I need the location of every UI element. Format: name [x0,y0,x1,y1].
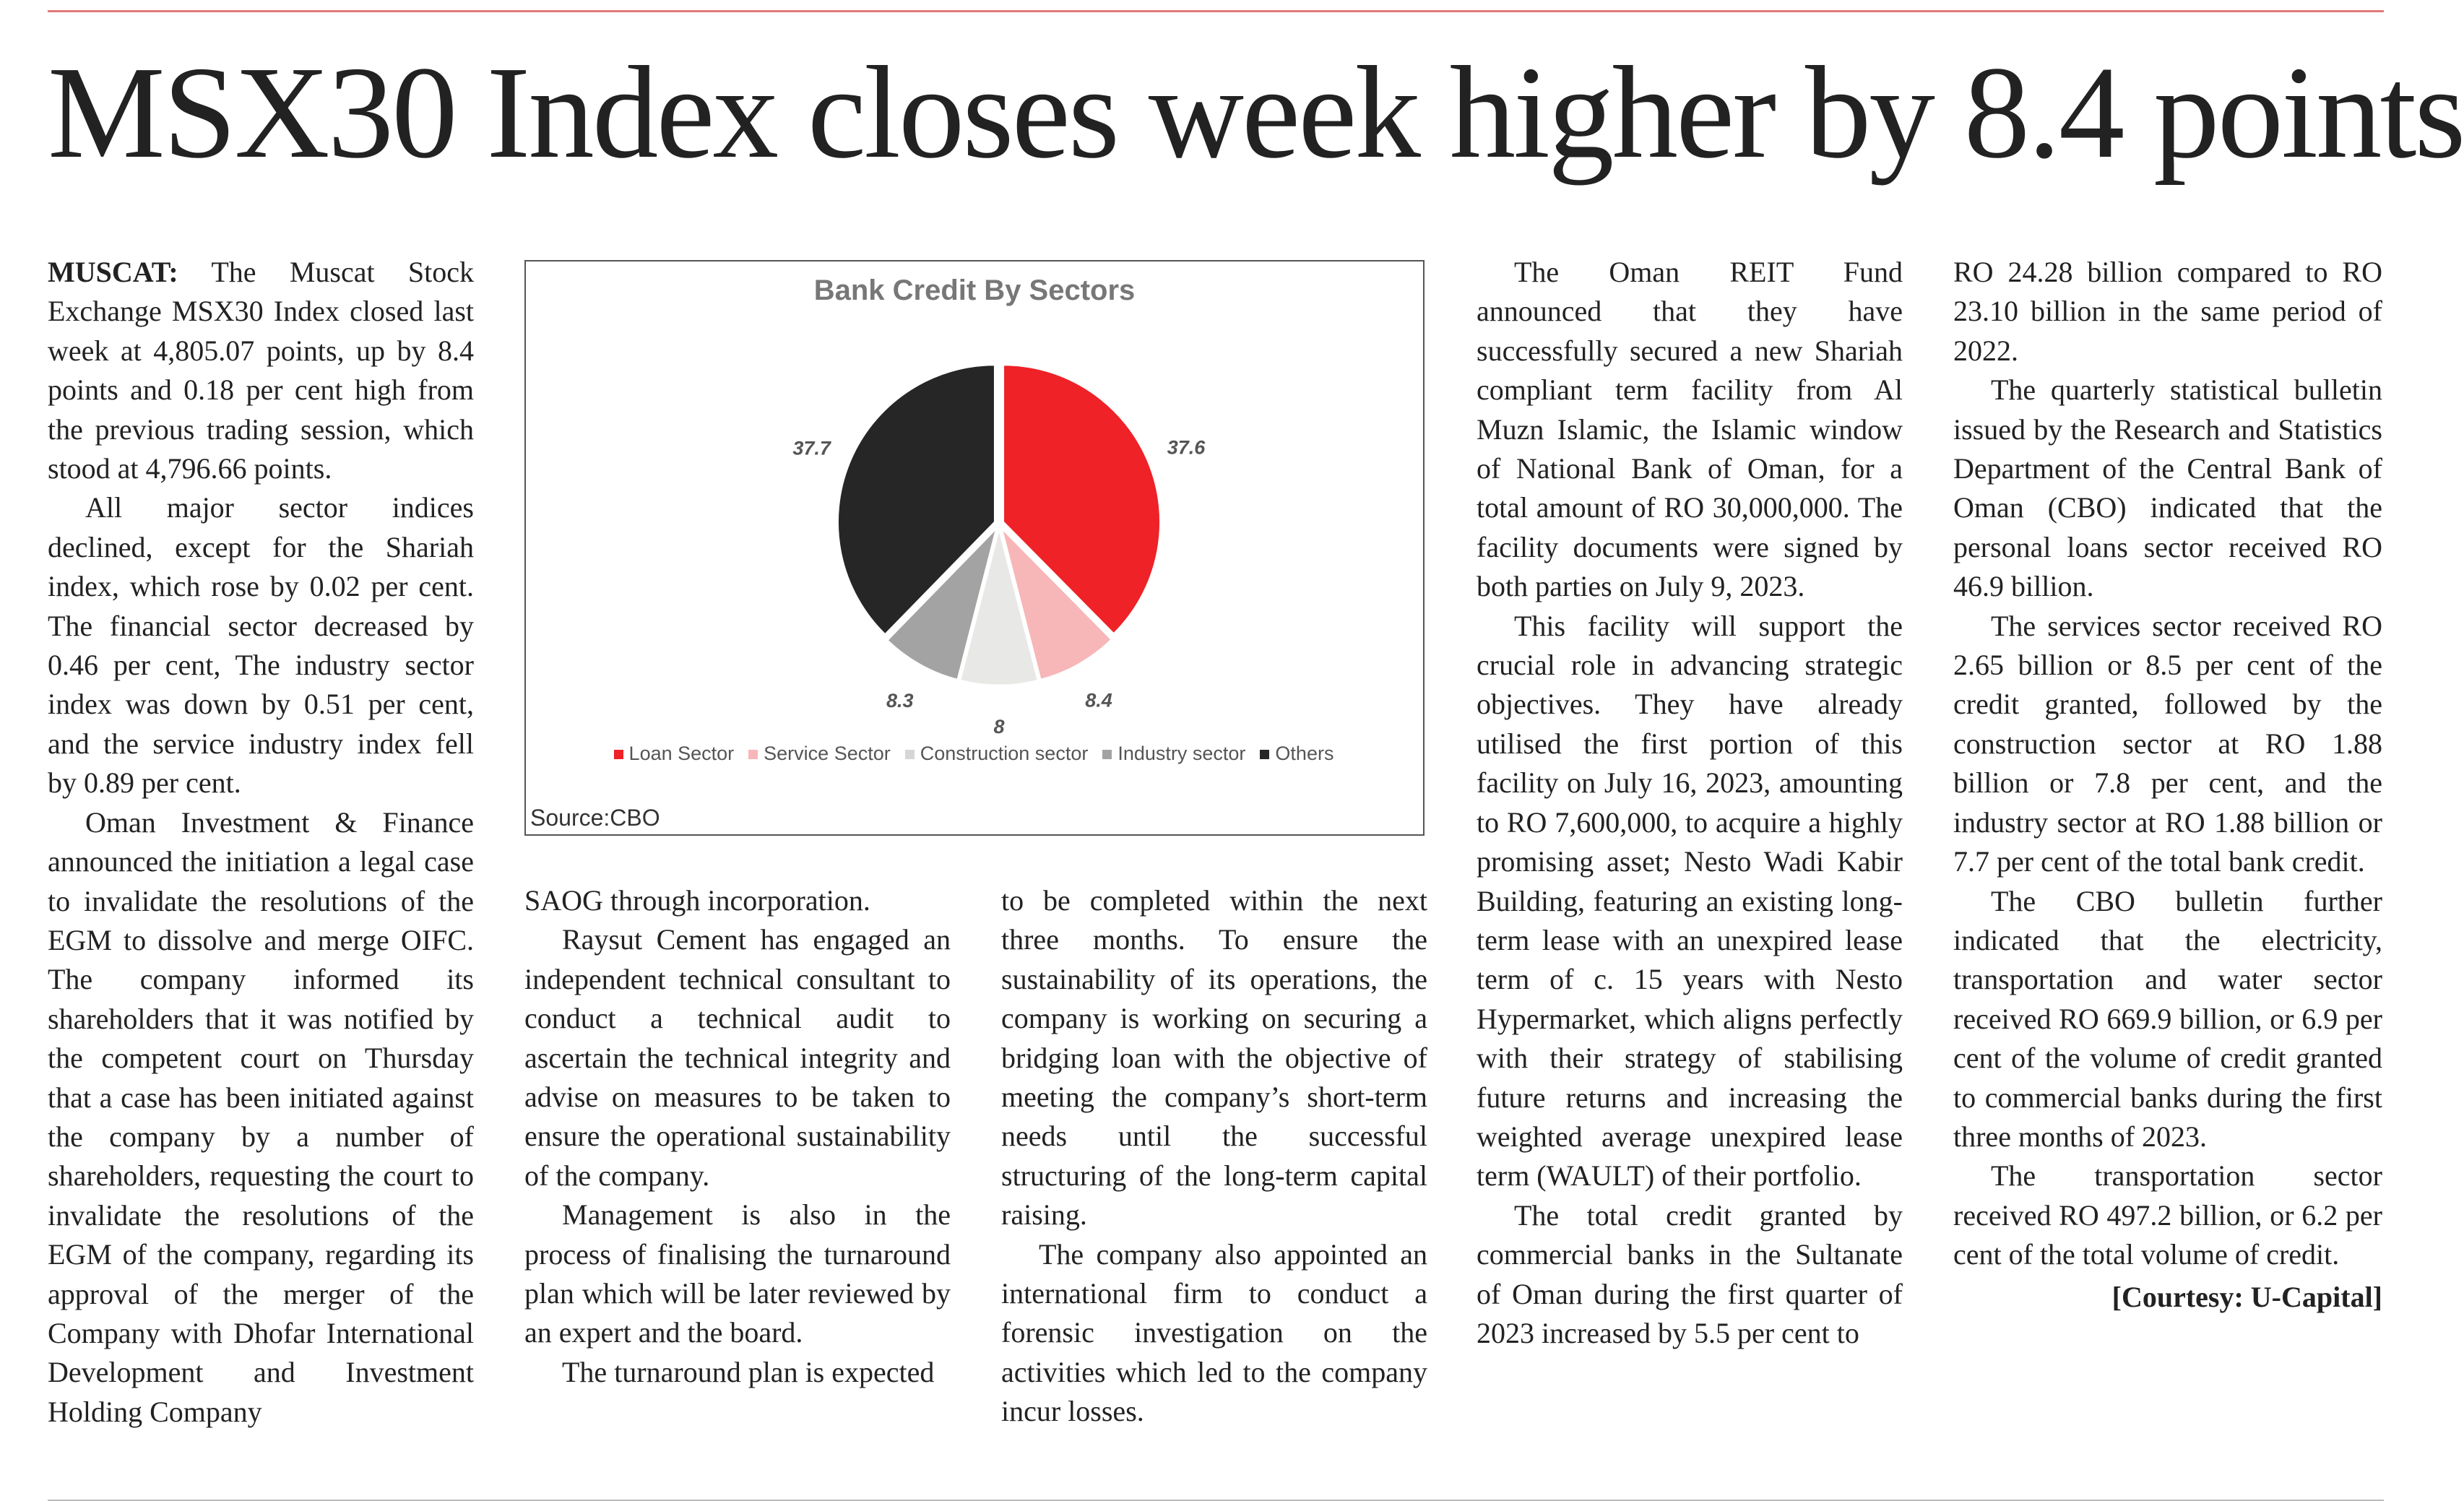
article-column-3 [1001,881,1427,1432]
legend-swatch [1102,750,1112,759]
headline: MSX30 Index closes week higher by 8.4 points [48,39,2464,186]
article-column-2 [524,881,951,1392]
paragraph: The turnaround plan is expected [562,1355,935,1388]
legend-swatch [614,750,623,759]
legend-swatch [748,750,758,759]
legend-swatch [1260,750,1269,759]
paragraph: The transportation sector received RO 497.2 billion, or 6.2 per cent of the total volume of credit. [1953,1159,2382,1271]
paragraph: This facility will support the crucial role in advancing strategic objectives. They have already utilised the first portion of this facility on July 16, 2023, amounting to RO 7,600,000, to acquire a highly promising asset; Nesto Wadi Kabir Building, featuring an existing long-term lease with an unexpired lease term of c. 15 years with Nesto Hypermarket, which aligns perfectly with their strategy of stabilising future returns and increasing the weighted average unexpired lease term (WAULT) of their portfolio. [1477,609,1903,1193]
legend-label: Construction sector [920,743,1089,764]
pie-data-label: 8 [993,716,1005,737]
pie-data-label: 8.3 [886,690,914,712]
pie-chart [526,261,1423,737]
legend-item [1260,743,1333,765]
legend-swatch [905,750,915,759]
article-column-4 [1477,253,1903,1353]
paragraph: The services sector received RO 2.65 billion or 8.5 per cent of the credit granted, followed by the construction sector at RO 1.88 billion or 7.8 per cent, and the industry sector at RO 1.88 billion or 7.7 per cent of the total bank credit. [1953,609,2382,878]
legend-label: Service Sector [764,743,891,764]
dateline: MUSCAT: [48,256,178,288]
paragraph: The quarterly statistical bulletin issued by the Research and Statistics Department of the Central Bank of Oman (CBO) indicated that the personal loans sector received RO 46.9 billion. [1953,373,2382,603]
pie-data-label: 37.7 [792,437,831,459]
paragraph: Raysut Cement has engaged an independent technical consultant to conduct a technical audit to ascertain the technical integrity and advise on measures to be taken to ensure the operational sustainability of the company. [524,923,951,1192]
chart-title: Bank Credit By Sectors [813,274,1136,306]
chart-legend [555,743,1393,765]
legend-item [1102,743,1245,765]
paragraph: to be completed within the next three months. To ensure the sustainability of its operations, the company is working on securing a bridging loan with the objective of meeting the company’s short-term needs until the successful structuring of the long-term capital raising. [1001,884,1427,1232]
paragraph-text: The Muscat Stock Exchange MSX30 Index closed last week at 4,805.07 points, up by 8.4 points and 0.18 per cent high from the previous trading session, which stood at 4,796.66 points. [48,256,474,485]
legend-label: Others [1275,743,1334,764]
pie-data-label: 8.4 [1085,689,1112,711]
paragraph: The total credit granted by commercial banks in the Sultanate of Oman during the first quarter of 2023 increased by 5.5 per cent to [1477,1198,1903,1349]
paragraph [48,253,474,488]
courtesy-credit: [Courtesy: U-Capital] [2111,1280,2382,1313]
paragraph: SAOG through incorporation. [524,884,870,917]
chart-source: Source:CBO [530,805,660,831]
paragraph: The CBO bulletin further indicated that the electricity, transportation and water sector received RO 669.9 billion, or 6.9 per cent of the volume of credit granted to commercial banks during the first three months of 2023. [1953,884,2382,1153]
paragraph: The company also appointed an international firm to conduct a forensic investigation on the activities which led to the company incur losses. [1001,1237,1427,1428]
article-column-1 [48,253,474,1432]
paragraph: All major sector indices declined, except for the Shariah index, which rose by 0.02 per cent. The financial sector decreased by 0.46 per cent, The industry sector index was down by 0.51 per cent, and the service industry index fell by 0.89 per cent. [48,491,474,800]
top-rule [48,10,2384,12]
bank-credit-chart [524,260,1425,836]
legend-item [748,743,891,765]
legend-item [614,743,735,765]
paragraph: Management is also in the process of finalising the turnaround plan which will be later reviewed by an expert and the board. [524,1198,951,1349]
paragraph: Oman Investment & Finance announced the initiation a legal case to invalidate the resolutions of the EGM to dissolve and merge OIFC. The company informed its shareholders that it was notified by the competent court on Thursday that a case has been initiated against the company by a number of shareholders, requesting the court to invalidate the resolutions of the EGM of the company, regarding its approval of the merger of the Company with Dhofar International Development and Investment Holding Company [48,805,474,1428]
paragraph: RO 24.28 billion compared to RO 23.10 billion in the same period of 2022. [1953,256,2382,367]
legend-item [905,743,1089,765]
legend-label: Industry sector [1118,743,1246,764]
pie-data-label: 37.6 [1167,436,1206,459]
legend-label: Loan Sector [628,743,735,764]
article-column-5 [1953,253,2382,1317]
paragraph: The Oman REIT Fund announced that they have successfully secured a new Shariah compliant term facility from Al Muzn Islamic, the Islamic window of National Bank of Oman, for a total amount of RO 30,000,000. The facility documents were signed by both parties on July 9, 2023. [1477,256,1903,603]
